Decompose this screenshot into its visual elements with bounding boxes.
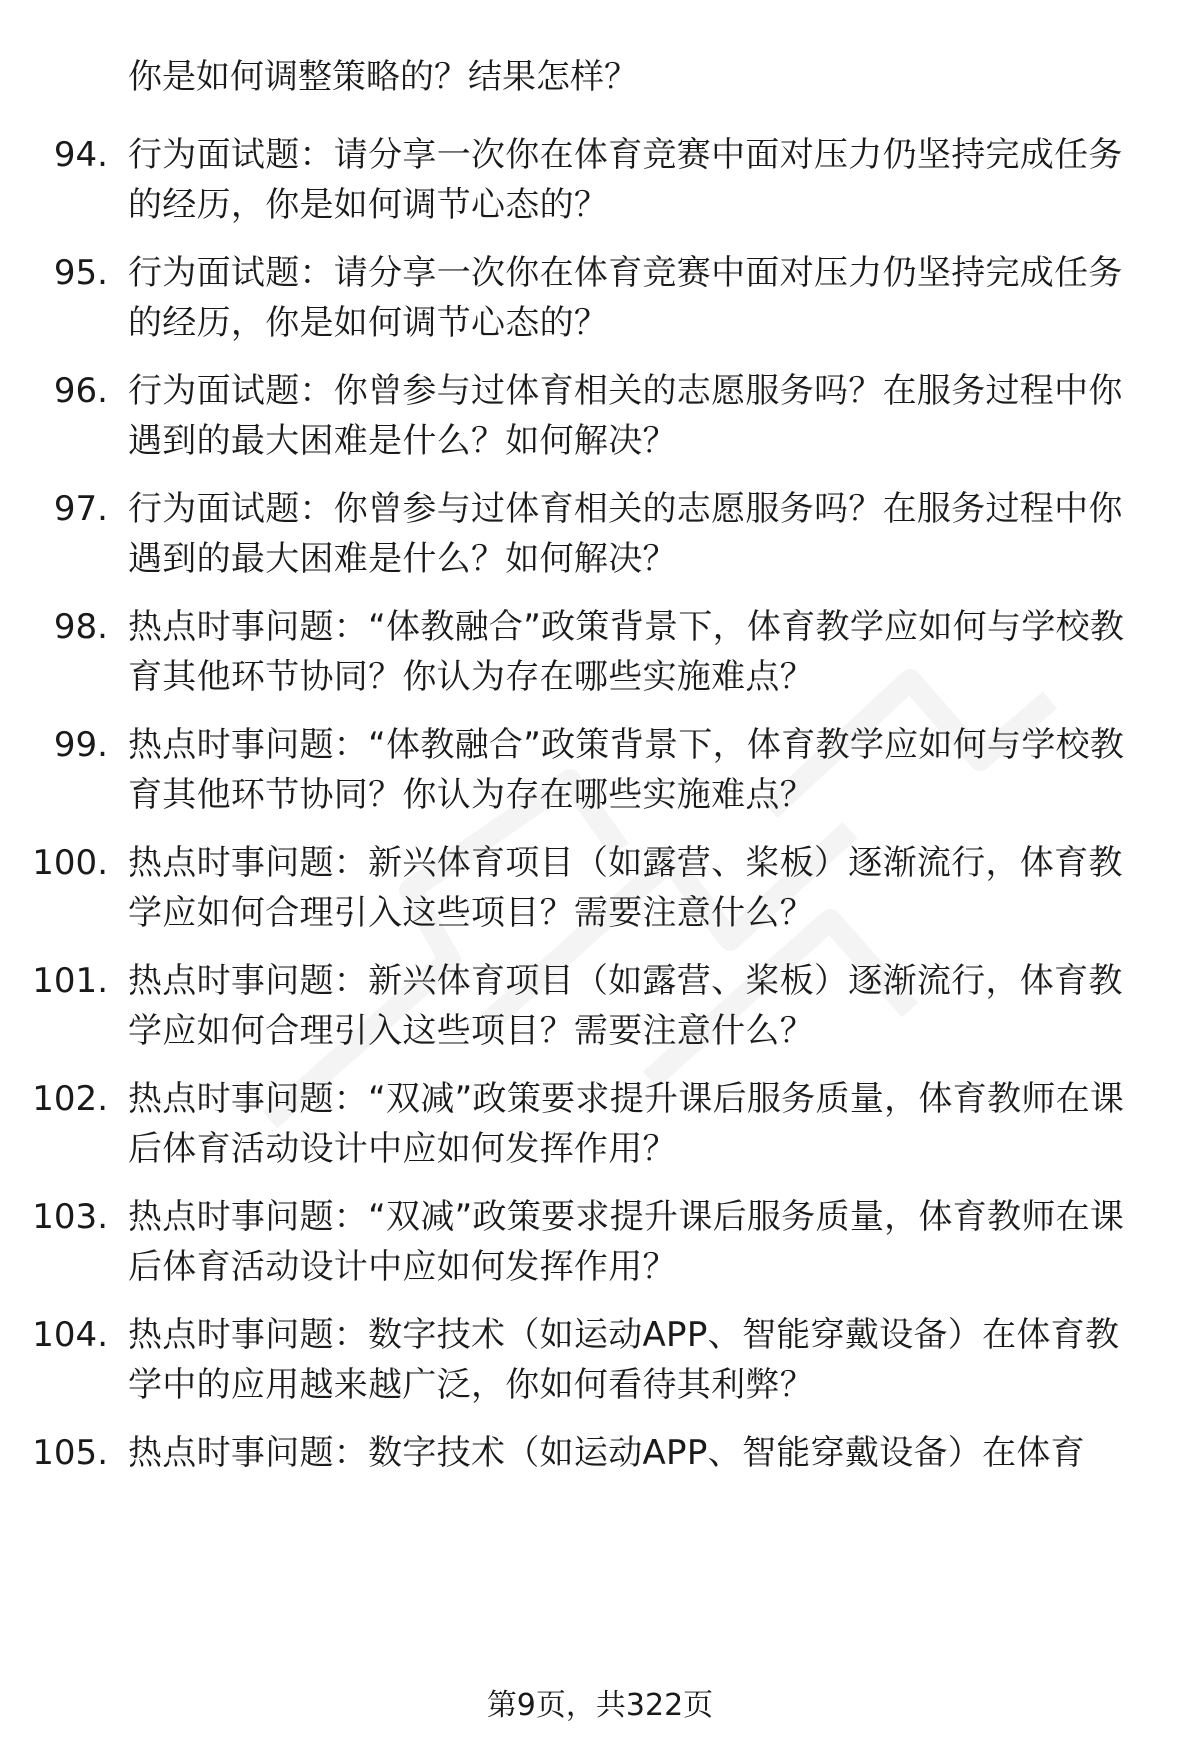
item-text: 热点时事问题：“体教融合”政策背景下，体育教学应如何与学校教育其他环节协同？你认为存在哪些实施难点？ xyxy=(128,607,1125,697)
item-number: 102. xyxy=(32,1079,108,1119)
continuation-text: 你是如何调整策略的？结果怎样？ xyxy=(128,57,638,97)
item-number: 104. xyxy=(32,1315,108,1355)
item-number: 97. xyxy=(53,489,108,529)
item-number: 98. xyxy=(53,607,108,647)
item-number: 103. xyxy=(32,1197,108,1237)
item-number: 96. xyxy=(53,371,108,411)
item-text: 热点时事问题：“体教融合”政策背景下，体育教学应如何与学校教育其他环节协同？你认为存在哪些实施难点？ xyxy=(128,725,1125,815)
item-text: 热点时事问题：“双减”政策要求提升课后服务质量，体育教师在课后体育活动设计中应如何发挥作用？ xyxy=(128,1079,1125,1169)
item-number: 101. xyxy=(32,961,108,1001)
item-text: 行为面试题：请分享一次你在体育竞赛中面对压力仍坚持完成任务的经历，你是如何调节心态的？ xyxy=(128,253,1123,343)
page-footer: 第9页，共322页 xyxy=(486,1688,714,1723)
item-text: 热点时事问题：新兴体育项目（如露营、桨板）逐渐流行，体育教学应如何合理引入这些项目？需要注意什么？ xyxy=(128,843,1123,933)
item-text: 热点时事问题：数字技术（如运动APP、智能穿戴设备）在体育 xyxy=(128,1433,1085,1473)
item-text: 行为面试题：你曾参与过体育相关的志愿服务吗？在服务过程中你遇到的最大困难是什么？如何解决？ xyxy=(128,371,1123,461)
item-text: 行为面试题：请分享一次你在体育竞赛中面对压力仍坚持完成任务的经历，你是如何调节心态的？ xyxy=(128,135,1123,225)
item-text: 热点时事问题：数字技术（如运动APP、智能穿戴设备）在体育教学中的应用越来越广泛，你如何看待其利弊？ xyxy=(128,1315,1120,1405)
item-number: 100. xyxy=(32,843,108,883)
item-text: 热点时事问题：“双减”政策要求提升课后服务质量，体育教师在课后体育活动设计中应如何发挥作用？ xyxy=(128,1197,1125,1287)
item-text: 行为面试题：你曾参与过体育相关的志愿服务吗？在服务过程中你遇到的最大困难是什么？如何解决？ xyxy=(128,489,1123,579)
item-number: 95. xyxy=(53,253,108,293)
item-text: 热点时事问题：新兴体育项目（如露营、桨板）逐渐流行，体育教学应如何合理引入这些项目？需要注意什么？ xyxy=(128,961,1123,1051)
item-number: 105. xyxy=(32,1433,108,1473)
item-number: 94. xyxy=(53,135,108,175)
item-number: 99. xyxy=(53,725,108,765)
